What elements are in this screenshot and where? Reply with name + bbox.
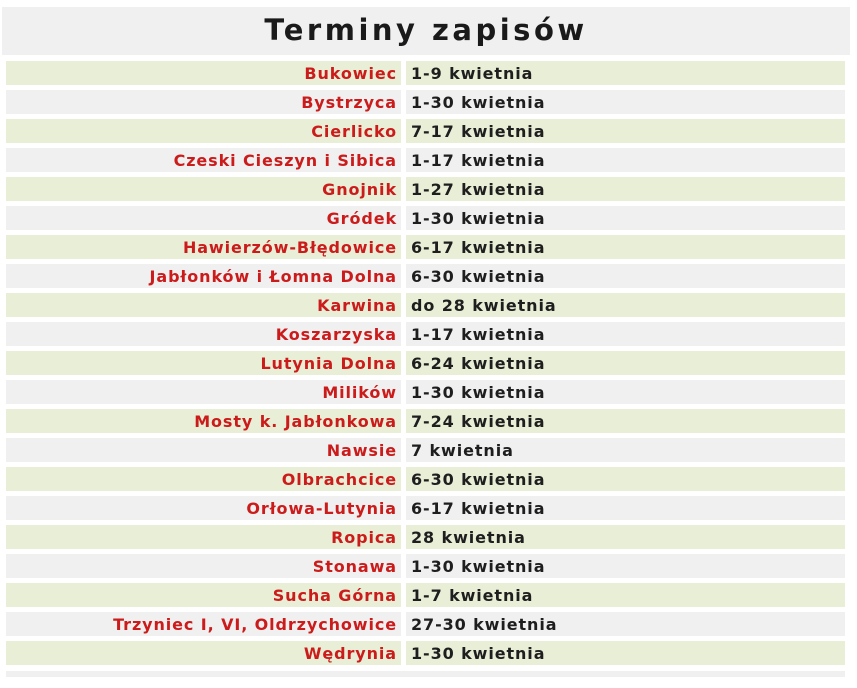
table-row (6, 467, 845, 491)
place-name: Bukowiec (6, 61, 401, 85)
table-row (6, 612, 845, 636)
place-name: Jabłonków i Łomna Dolna (6, 264, 401, 288)
place-name: Hawierzów-Błędowice (6, 235, 401, 259)
registration-dates: 6-17 kwietnia (406, 496, 845, 520)
table-row (6, 525, 845, 549)
place-name: Milików (6, 380, 401, 404)
table-row (6, 293, 845, 317)
place-name: Karwina (6, 293, 401, 317)
place-name: Stonawa (6, 554, 401, 578)
place-name: Czeski Cieszyn i Sibica (6, 148, 401, 172)
table-row (6, 641, 845, 665)
table-row (6, 119, 845, 143)
registration-dates: 6-24 kwietnia (406, 351, 845, 375)
table-row (6, 235, 845, 259)
registration-table (6, 61, 845, 670)
registration-dates: 7 kwietnia (406, 438, 845, 462)
table-row (6, 409, 845, 433)
table-row (6, 351, 845, 375)
place-name: Trzyniec I, VI, Oldrzychowice (6, 612, 401, 636)
place-name: Bystrzyca (6, 90, 401, 114)
place-name: Wędrynia (6, 641, 401, 665)
registration-dates: 7-24 kwietnia (406, 409, 845, 433)
title-bar (2, 7, 850, 55)
place-name: Olbrachcice (6, 467, 401, 491)
table-row (6, 496, 845, 520)
registration-dates: 1-30 kwietnia (406, 641, 845, 665)
table-row (6, 206, 845, 230)
table-row (6, 554, 845, 578)
table-row (6, 61, 845, 85)
registration-dates: 6-17 kwietnia (406, 235, 845, 259)
table-bottom-divider (6, 671, 845, 677)
place-name: Orłowa-Lutynia (6, 496, 401, 520)
registration-dates: 1-30 kwietnia (406, 90, 845, 114)
registration-dates: 1-30 kwietnia (406, 380, 845, 404)
registration-dates: 27-30 kwietnia (406, 612, 845, 636)
registration-dates: 1-27 kwietnia (406, 177, 845, 201)
place-name: Koszarzyska (6, 322, 401, 346)
page-title: Terminy zapisów (264, 13, 588, 47)
registration-dates: do 28 kwietnia (406, 293, 845, 317)
place-name: Gnojnik (6, 177, 401, 201)
place-name: Ropica (6, 525, 401, 549)
registration-dates: 7-17 kwietnia (406, 119, 845, 143)
registration-dates: 28 kwietnia (406, 525, 845, 549)
registration-dates: 6-30 kwietnia (406, 467, 845, 491)
table-row (6, 380, 845, 404)
place-name: Nawsie (6, 438, 401, 462)
registration-dates: 6-30 kwietnia (406, 264, 845, 288)
registration-dates: 1-7 kwietnia (406, 583, 845, 607)
registration-dates: 1-9 kwietnia (406, 61, 845, 85)
place-name: Cierlicko (6, 119, 401, 143)
table-row (6, 438, 845, 462)
place-name: Mosty k. Jabłonkowa (6, 409, 401, 433)
table-row (6, 90, 845, 114)
table-row (6, 322, 845, 346)
registration-dates: 1-17 kwietnia (406, 148, 845, 172)
table-row (6, 177, 845, 201)
registration-dates: 1-17 kwietnia (406, 322, 845, 346)
place-name: Gródek (6, 206, 401, 230)
place-name: Lutynia Dolna (6, 351, 401, 375)
registration-dates: 1-30 kwietnia (406, 554, 845, 578)
place-name: Sucha Górna (6, 583, 401, 607)
registration-dates: 1-30 kwietnia (406, 206, 845, 230)
table-row (6, 264, 845, 288)
table-row (6, 148, 845, 172)
table-row (6, 583, 845, 607)
